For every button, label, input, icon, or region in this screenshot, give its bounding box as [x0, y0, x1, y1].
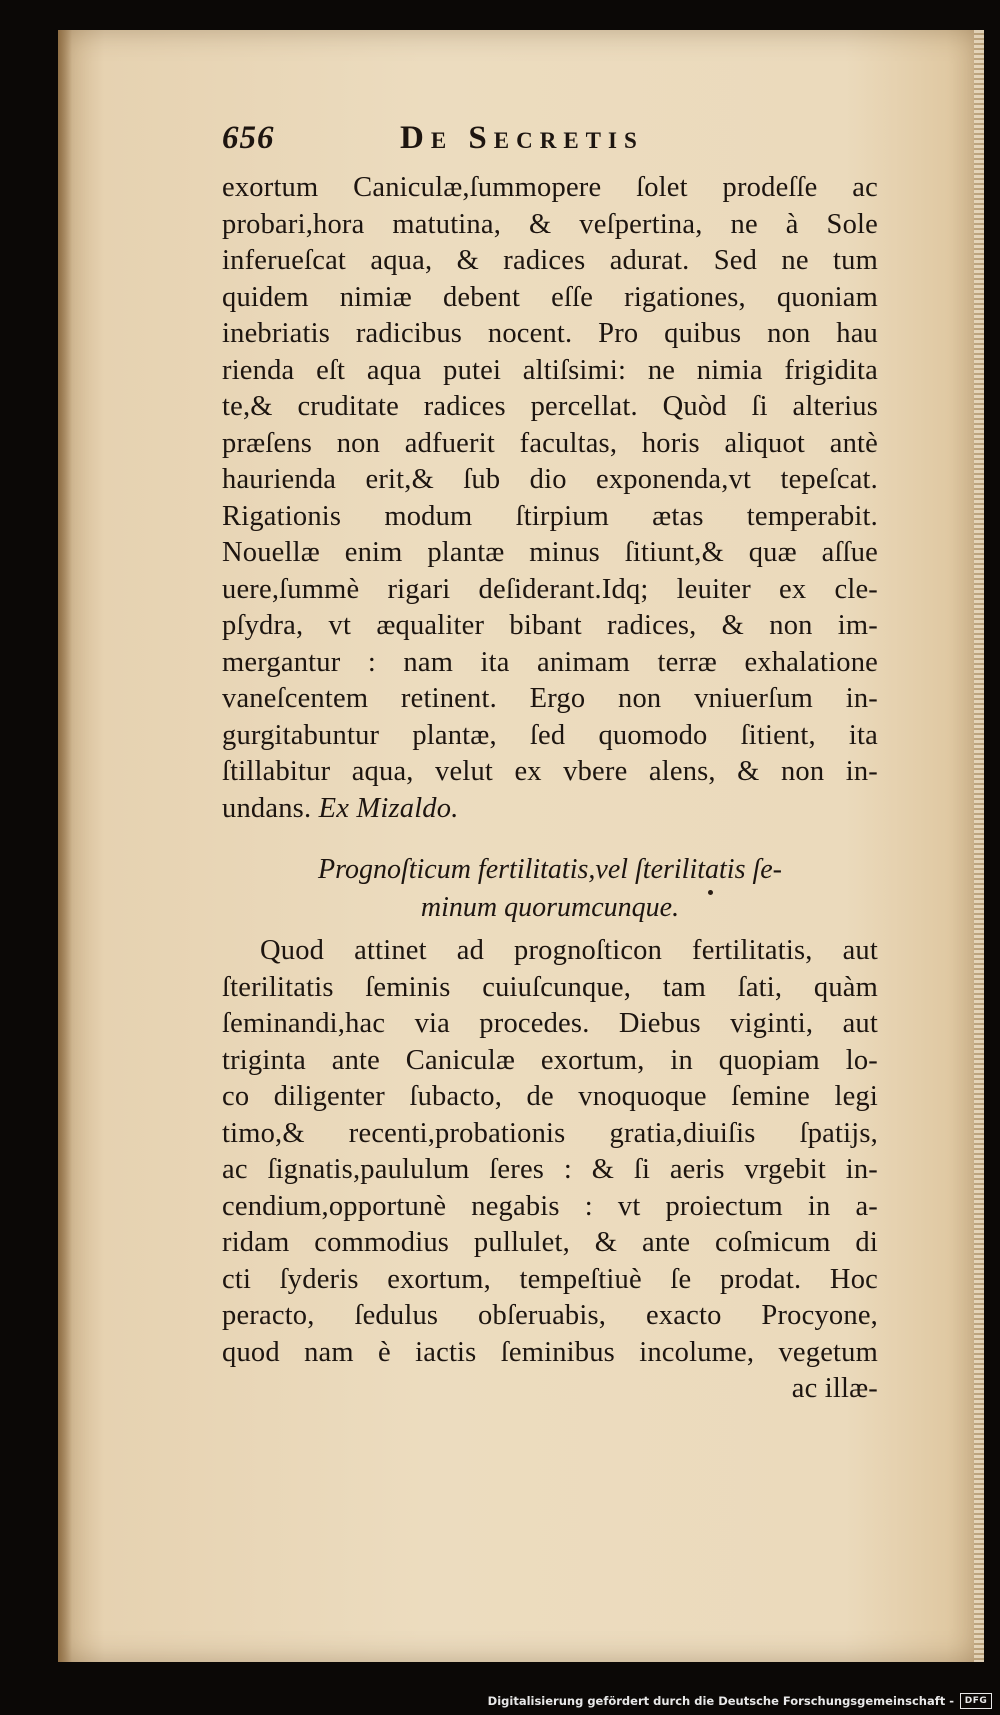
text-line: ac ſignatis,paululum ſeres : & ſi aeris vrgebit in- — [222, 1154, 878, 1185]
text-line: inebriatis radicibus nocent. Pro quibus non hau — [222, 318, 878, 349]
text-line: cti ſyderis exortum, tempeſtiuè ſe prodat. Hoc — [222, 1263, 878, 1295]
text-line: haurienda erit,& ſub dio exponenda,vt tepeſcat. — [222, 464, 878, 495]
paragraph-watering — [222, 170, 878, 827]
heading-line: Prognoſticum fertilitatis,vel ſterilitatis ſe- — [317, 854, 783, 885]
text-line: Rigationis modum ſtirpium ætas temperabit. — [222, 500, 878, 532]
text-line: cendium,opportunè negabis : vt proiectum in a- — [222, 1190, 878, 1222]
dfg-logo-icon: DFG — [960, 1693, 992, 1709]
footer-credit: Digitalisierung gefördert durch die Deutsche Forschungsgemeinschaft - — [487, 1694, 954, 1708]
running-title: De Secretis — [400, 120, 644, 156]
text-line: ſeminandi,hac via procedes. Diebus viginti, aut — [222, 1008, 878, 1039]
text-line: ridam commodius pullulet, & ante coſmicum di — [222, 1227, 878, 1258]
text-line: pſydra, vt æqualiter bibant radices, & non im- — [222, 610, 878, 641]
text-line: Quod attinet ad prognoſticon fertilitatis, aut — [260, 935, 878, 966]
text-line: ſtillabitur aqua, velut ex vbere alens, & non in- — [222, 756, 878, 787]
text-line: uere,ſummè rigari deſiderant.Idq; leuiter ex cle- — [222, 573, 878, 605]
text-line: te,& cruditate radices percellat. Quòd ſi alterius — [222, 391, 878, 422]
digitization-footer — [488, 1691, 992, 1711]
page-gutter-shadow — [58, 30, 72, 1662]
text-line: co diligenter ſubacto, de vnoquoque ſemine legi — [222, 1081, 878, 1112]
text-line: exortum Caniculæ,ſummopere ſolet prodeſſe ac — [222, 172, 878, 203]
section-heading — [222, 851, 878, 927]
page-body — [222, 170, 878, 1408]
last-line-text: undans. — [222, 792, 312, 824]
page-number: 656 — [222, 120, 275, 156]
text-line: ſterilitatis ſeminis cuiuſcunque, tam ſati, quàm — [222, 971, 878, 1003]
text-line: peracto, ſedulus obſeruabis, exacto Procyone, — [222, 1300, 878, 1331]
text-line: timo,& recenti,probationis gratia,diuiſis ſpatijs, — [222, 1117, 878, 1149]
text-line: rienda eſt aqua putei altiſsimi: ne nimia frigidita — [222, 354, 878, 386]
text-line: quidem nimiæ debent eſſe rigationes, quoniam — [222, 281, 878, 313]
text-line-last — [222, 791, 878, 828]
text-line: probari,hora matutina, & veſpertina, ne à Sole — [222, 208, 878, 240]
text-line: quod nam è iactis ſeminibus incolume, vegetum — [222, 1336, 878, 1368]
running-head — [222, 120, 878, 166]
source-citation: Ex Mizaldo. — [318, 792, 459, 824]
page-fore-edge — [974, 30, 984, 1662]
text-line: triginta ante Caniculæ exortum, in quopiam lo- — [222, 1044, 878, 1076]
text-line: præſens non adfuerit facultas, horis aliquot antè — [222, 427, 878, 459]
catchword: ac illæ- — [791, 1373, 878, 1404]
text-line: inferueſcat aqua, & radices adurat. Sed ne tum — [222, 245, 878, 276]
text-line: Nouellæ enim plantæ minus ſitiunt,& quæ aſſue — [222, 537, 878, 568]
text-line: mergantur : nam ita animam terræ exhalatione — [222, 646, 878, 678]
paragraph-prognostic — [222, 933, 878, 1408]
text-line: vaneſcentem retinent. Ergo non vniuerſum in- — [222, 683, 878, 714]
heading-line: minum quorumcunque. — [420, 892, 680, 923]
text-line: gurgitabuntur plantæ, ſed quomodo ſitient, ita — [222, 719, 878, 751]
